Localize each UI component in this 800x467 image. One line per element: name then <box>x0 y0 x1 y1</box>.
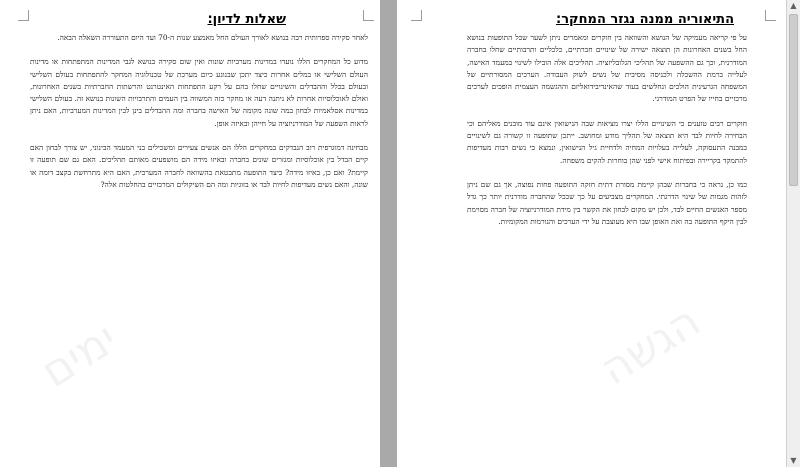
paragraph: מבחינה דמוגרפית רוב הנבדקים במחקרים הללו הם אנשים צעירים ומשכילים בני המעמד הבינוני, יש צורך לבחון האם קיים הבדל בין אוכלוסיות ומגזרים שונים בחברה ובאיזו מידה הם מושפעים מאותם תהליכים. האם גם שם תופעה זו קיימת? ואם כן, באיזו מידה? כיצד התופעה מתבטאת בהשוואה לחברה המערבית, האם היא מתרחשת בקצב דומה או שונה, והאם נשים מעדיפות לחיות לבד או בזוגיות ומה הם השיקולים המרכזיים בהחלטות אלה? <box>30 143 368 189</box>
paragraph: חוקרים רבים טוענים כי השינויים הללו יצרו מציאות שבה הנישואין אינם עוד מובנים מאליהם וכי הבחירה לחיות לבד היא תוצאה של תהליך מודע ומחושב. ייתכן שתופעה זו קשורה גם לשינויים במבנה התעסוקה, לעלייה בעלויות המחיה ולדחיית גיל הנישואין, ונמצא כי נשים רבות מעדיפות להתמקד בקריירה ובפיתוח אישי לפני שהן בוחרות להקים משפחה. <box>467 118 747 165</box>
scroll-up-icon[interactable]: ▲ <box>790 1 797 10</box>
right-page-body <box>467 32 747 228</box>
paragraph: מדוע כל המחקרים הללו נועדו במדינות מערביות שונות ואין שום סקירה בנושא לגבי המדינות המתפתחות או מדינות העולם השלישי או במלים אחרות כיצד יתכן שבנוגע כיום מערכת של טכנולוגיה המחקר להתפתחות בעולם השלישי ובעולם בכלל וההבדלים והשינויים שחלו בהם על רקע התפתחות האינטרנט והרשתות החברתיות בשנים האחרונות, ואולם לאוכלוסיות אחרות לא ניתנה דעה או מחקר כזה המשווה בין העמים והתרבויות השונות בנושא זה. בעולם השלישי במדינות אסלאמיות לבחון במה שונה מקומה של האישה בחברה ומה ההבדלים בינן לבין המדינות המערביות, האם ניתן לראות השפעה של המודרניזציה על חייהן ובאיזה אופן. <box>30 57 368 128</box>
document-page-right <box>397 0 786 467</box>
paragraph: על פי קריאה מעמיקה של הנושא והשוואה בין חוקרים ומאמרים ניתן לשער שכל התופעות בנושא החל בשנים האחרונות הן תוצאה ישירה של שינויים חברתיים, כלכליים ותרבותיים שחלו בחברה המודרנית, וכך גם ההשפעה של תהליכי הגלובליזציה. תהליכים אלה הובילו לשינוי במעמד האישה, לעלייה ברמת ההשכלה ולכניסה מסיבית של נשים לשוק העבודה. הערכים המסורתיים של המשפחה הגרעינית הולכים ונחלשים בעוד שהאינדיבידואליזם וההגשמה העצמית הופכים לערכים מרכזיים בחייו של הפרט המודרני. <box>467 33 747 104</box>
watermark: ימים <box>32 313 127 398</box>
page-corner-mark <box>765 10 776 21</box>
theory-heading: התיאוריה ממנה נגזר המחקר: <box>556 12 734 27</box>
discussion-questions-heading: שאלות לדיון: <box>207 12 286 27</box>
paragraph: כמו כן, נראה כי בחברות שבהן קיימת מסורת דתית חזקה התופעה פחות נפוצה, אך גם שם ניתן לזהות מגמות של שינוי הדרגתי. המחקרים מצביעים על כך שככל שהחברה מודרנית יותר כך גדל מספר האנשים החיים לבד, ולכן יש מקום לבחון את הקשר בין מידת המודרניזציה של חברה מסוימת לבין היקף התופעה בה ואת האופן שבו היא מעוצבת על ידי הערכים והנורמות המקומיות. <box>466 179 747 226</box>
scrollbar-thumb[interactable] <box>789 14 798 186</box>
page-corner-mark <box>363 10 374 21</box>
page-corner-mark <box>411 10 422 21</box>
left-page-body <box>30 32 368 191</box>
document-page-left <box>0 0 380 467</box>
scroll-down-icon[interactable]: ▼ <box>790 456 797 465</box>
watermark: הגשה <box>591 295 710 396</box>
paragraph: לאחר סקירה ספרותית רבה בנושא לאורך העולם החל מאמצע שנות ה-70 ועד היום התעוררה השאלה הבאה. <box>57 33 368 42</box>
vertical-scrollbar[interactable] <box>786 0 800 467</box>
page-corner-mark <box>18 10 29 21</box>
